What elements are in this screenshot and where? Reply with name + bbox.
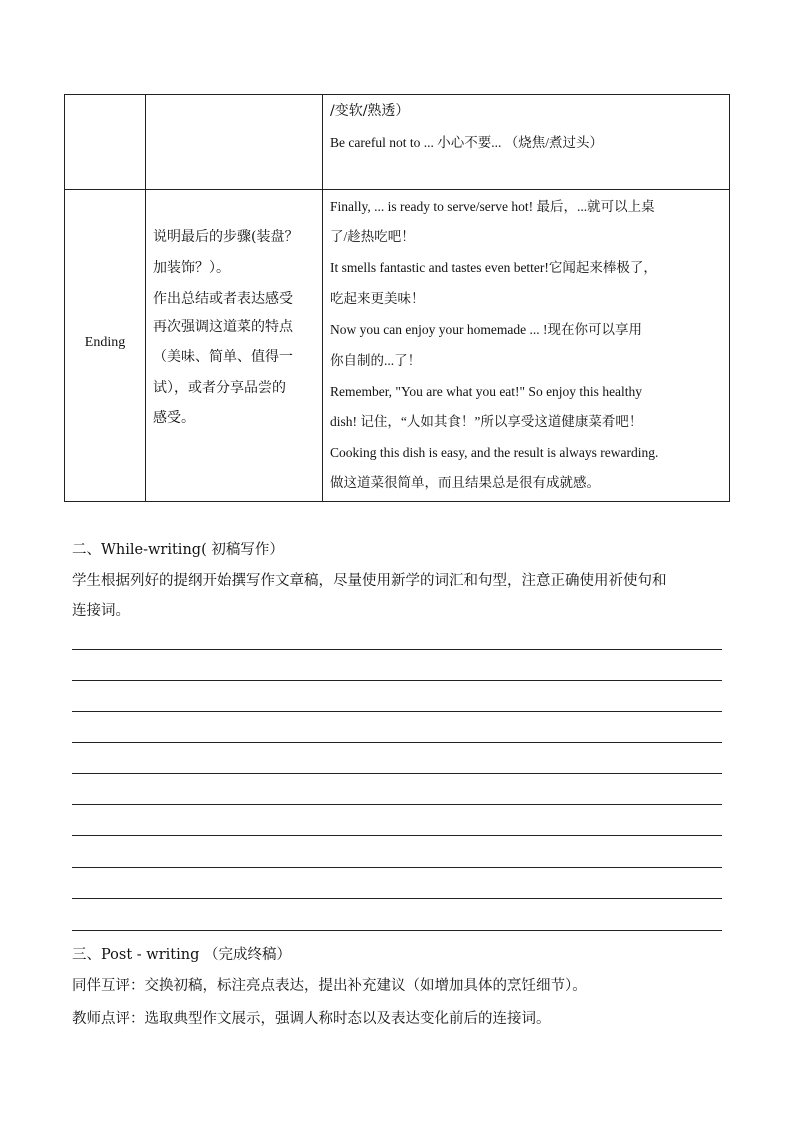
writing-line[interactable] — [72, 742, 722, 743]
phrase-line: Cooking this dish is easy, and the result is always rewarding. — [330, 445, 659, 460]
table-row — [65, 95, 730, 190]
phrase-line: dish! 记住，“人如其食！”所以享受这道健康菜肴吧！ — [330, 414, 643, 429]
writing-line[interactable] — [72, 898, 722, 899]
stage-label: Ending — [84, 335, 126, 350]
teacher-review-text: 教师点评：选取典型作文展示，强调人称时态以及表达变化前后的连接词。 — [72, 1011, 551, 1027]
purpose-line: 试），或者分享品尝的 — [153, 380, 286, 396]
writing-line[interactable] — [72, 773, 722, 774]
phrases-cell — [323, 95, 730, 190]
purpose-line: 再次强调这道菜的特点 — [153, 319, 293, 335]
purpose-cell — [146, 95, 323, 190]
purpose-line: 说明最后的步骤(装盘？ — [153, 229, 299, 245]
purpose-line: （美味、简单、值得一 — [153, 349, 293, 365]
phrases-cell — [323, 190, 730, 502]
phrase-line: 吃起来更美味！ — [330, 291, 425, 306]
instruction-text: 连接词。 — [72, 603, 130, 619]
phrase-line: 你自制的...了！ — [330, 353, 422, 368]
phrase-line: Be careful not to ... 小心不要... （烧焦/煮过头） — [330, 135, 603, 150]
peer-review-text: 同伴互评：交换初稿，标注亮点表达，提出补充建议（如增加具体的烹饪细节）。 — [72, 978, 587, 994]
phrase-line: It smells fantastic and tastes even better!它闻起来棒极了， — [330, 260, 657, 275]
section-heading-post-writing: 三、Post - writing （完成终稿） — [72, 947, 291, 963]
phrase-line: 了/趁热吃吧！ — [330, 229, 415, 244]
writing-line[interactable] — [72, 930, 722, 931]
phrase-line: 做这道菜很简单，而且结果总是很有成就感。 — [330, 475, 600, 490]
purpose-line: 作出总结或者表达感受 — [153, 291, 293, 307]
writing-line[interactable] — [72, 711, 722, 712]
section-heading-while-writing: 二、While-writing( 初稿写作） — [72, 542, 284, 558]
outline-table — [64, 94, 730, 502]
writing-line[interactable] — [72, 867, 722, 868]
phrase-line: Remember, "You are what you eat!" So enjoy this healthy — [330, 384, 643, 399]
purpose-line: 加装饰？）。 — [153, 260, 230, 276]
writing-line[interactable] — [72, 804, 722, 805]
writing-line[interactable] — [72, 680, 722, 681]
table-row — [65, 190, 730, 502]
writing-line[interactable] — [72, 649, 722, 650]
stage-cell — [65, 95, 146, 190]
stage-cell — [65, 190, 146, 502]
phrase-line: Now you can enjoy your homemade ... !现在你可以享用 — [330, 322, 642, 337]
phrase-line: /变软/熟透） — [330, 103, 410, 119]
instruction-text: 学生根据列好的提纲开始撰写作文章稿，尽量使用新学的词汇和句型，注意正确使用祈使句和 — [72, 573, 667, 589]
writing-line[interactable] — [72, 835, 722, 836]
purpose-line: 感受。 — [153, 410, 195, 426]
phrase-line: Finally, ... is ready to serve/serve hot! 最后，...就可以上桌 — [330, 199, 655, 214]
purpose-cell — [146, 190, 323, 502]
